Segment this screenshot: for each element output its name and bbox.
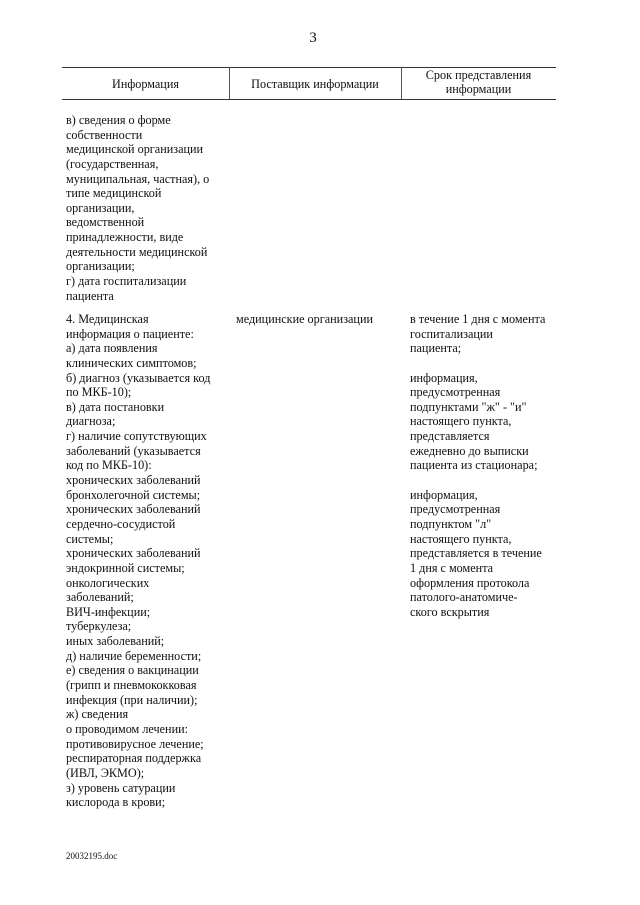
text-line: клинических симптомов;: [66, 355, 197, 370]
text-line: представляется в течение: [410, 546, 542, 561]
header-deadline-line: информации: [445, 82, 512, 96]
text-line: онкологических: [66, 575, 150, 590]
text-line: (государственная,: [66, 156, 159, 171]
text-line: ведомственной: [66, 215, 145, 230]
text-line: код по МКБ-10):: [66, 458, 152, 473]
text-line: кислорода в крови;: [66, 795, 166, 810]
row4-information-cell: [66, 312, 210, 810]
text-line: з) уровень сатурации: [66, 780, 176, 795]
text-line: пациента из стационара;: [410, 458, 538, 473]
text-line: в) сведения о форме: [66, 113, 171, 127]
document-filename: 20032195.doc: [66, 851, 118, 861]
text-line: информация,: [410, 370, 478, 385]
text-line: хронических заболеваний: [66, 473, 201, 488]
text-line: патолого-анатомиче-: [410, 590, 518, 605]
header-deadline-line: Срок представления: [425, 68, 532, 82]
text-line: системы;: [66, 531, 114, 546]
text-line: респираторная поддержка: [66, 751, 202, 766]
text-line: деятельности медицинской: [66, 244, 208, 259]
text-line: собственности: [66, 127, 143, 142]
text-line: муниципальная, частная), о: [66, 171, 210, 186]
deadline-paragraph: [410, 371, 545, 473]
text-line: информация,: [410, 487, 478, 502]
text-line: сердечно-сосудистой: [66, 516, 176, 531]
text-line: диагноза;: [66, 414, 116, 429]
text-line: в) дата постановки: [66, 399, 165, 414]
text-line: информация о пациенте:: [66, 326, 194, 341]
header-information: Информация: [112, 77, 179, 91]
text-line: инфекция (при наличии);: [66, 692, 198, 707]
text-line: е) сведения о вакцинации: [66, 663, 199, 678]
text-line: бронхолегочной системы;: [66, 487, 201, 502]
text-line: (ИВЛ, ЭКМО);: [66, 765, 145, 780]
text-line: б) диагноз (указывается код: [66, 370, 211, 385]
text-line: туберкулеза;: [66, 619, 132, 634]
row4-provider-cell: медицинские организации: [236, 312, 373, 326]
text-line: (грипп и пневмококковая: [66, 678, 197, 693]
text-line: настоящего пункта,: [410, 414, 512, 429]
text-line: пациента: [66, 288, 114, 303]
text-line: противовирусное лечение;: [66, 736, 204, 751]
text-line: организации,: [66, 200, 135, 215]
text-line: подпунктами "ж" - "и": [410, 399, 527, 414]
deadline-paragraph: [410, 488, 545, 620]
text-line: ВИЧ-инфекции;: [66, 604, 151, 619]
text-line: представляется: [410, 429, 490, 444]
text-line: д) наличие беременности;: [66, 648, 202, 663]
header-provider: Поставщик информации: [251, 77, 379, 91]
text-line: типе медицинской: [66, 186, 162, 201]
text-line: заболеваний (указывается: [66, 443, 201, 458]
text-line: пациента;: [410, 341, 462, 356]
continuation-information-cell: [66, 113, 209, 303]
text-line: г) дата госпитализации: [66, 274, 187, 289]
text-line: в течение 1 дня с момента: [410, 312, 546, 326]
text-line: заболеваний;: [66, 590, 134, 605]
text-line: госпитализации: [410, 326, 493, 341]
text-line: принадлежности, виде: [66, 230, 184, 245]
text-line: г) наличие сопутствующих: [66, 429, 207, 444]
text-line: настоящего пункта,: [410, 531, 512, 546]
text-line: предусмотренная: [410, 502, 501, 517]
text-line: предусмотренная: [410, 385, 501, 400]
header-deadline: [401, 68, 556, 96]
text-line: иных заболеваний;: [66, 634, 165, 649]
text-line: хронических заболеваний: [66, 546, 201, 561]
text-line: о проводимом лечении:: [66, 721, 188, 736]
text-line: хронических заболеваний: [66, 502, 201, 517]
text-line: медицинской организации: [66, 142, 204, 157]
text-line: по МКБ-10);: [66, 385, 132, 400]
deadline-paragraph: [410, 312, 545, 356]
row4-deadline-cell: [410, 312, 545, 634]
text-line: а) дата появления: [66, 341, 158, 356]
text-line: ж) сведения: [66, 707, 129, 722]
text-line: 1 дня с момента: [410, 560, 494, 575]
text-line: организации;: [66, 259, 135, 274]
text-line: эндокринной системы;: [66, 560, 185, 575]
text-line: подпунктом "л": [410, 516, 492, 531]
page-number: 3: [309, 30, 317, 46]
text-line: ского вскрытия: [410, 604, 490, 619]
text-line: оформления протокола: [410, 575, 530, 590]
text-line: 4. Медицинская: [66, 312, 149, 326]
table-header-bottom-border: [62, 99, 556, 100]
text-line: ежедневно до выписки: [410, 443, 529, 458]
